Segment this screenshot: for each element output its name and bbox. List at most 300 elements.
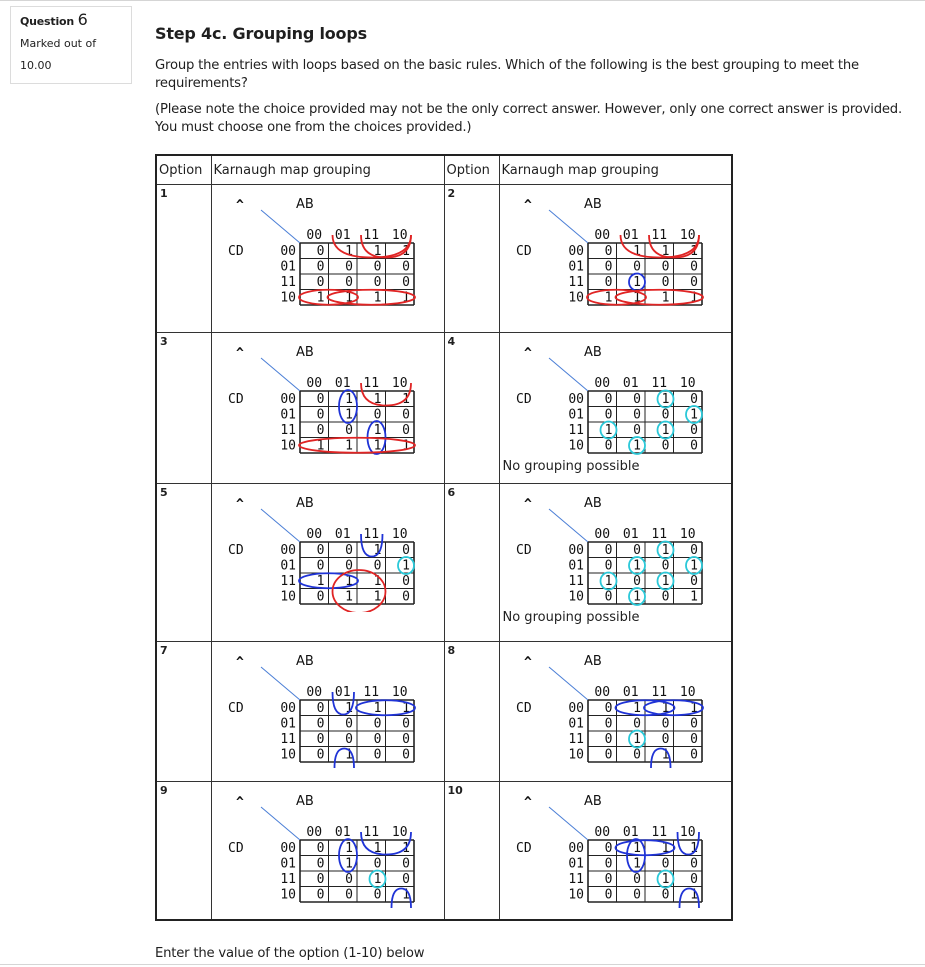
cell-value: 0	[632, 872, 641, 888]
cell-value: 0	[401, 731, 410, 747]
option-number: 9	[156, 782, 211, 920]
cd-label: CD	[515, 392, 532, 408]
cell-value: 0	[316, 244, 324, 260]
cell-value: 1	[632, 589, 641, 605]
kmap-diagram	[500, 782, 731, 910]
cell-value: 0	[344, 887, 353, 903]
cell-value: 1	[632, 275, 641, 291]
cell-value: 0	[689, 259, 698, 275]
column-header: 01	[622, 376, 639, 392]
row-header: 10	[279, 589, 296, 605]
cell-value: 1	[401, 700, 410, 716]
column-header: 00	[305, 376, 322, 392]
kmap-diagram	[500, 642, 731, 770]
cell-value: 0	[316, 716, 324, 732]
question-note: (Please note the choice provided may not be the only correct answer. However, only one correct answer is provided. You must choose one from the choices provided.)	[155, 102, 902, 135]
cell-value: 0	[316, 887, 324, 903]
cd-label: CD	[515, 700, 532, 716]
cell-value: 0	[689, 731, 698, 747]
cell-value: 1	[401, 887, 410, 903]
row-header: 00	[567, 700, 584, 716]
cell-value: 0	[401, 872, 410, 888]
cell-value: 0	[401, 856, 410, 872]
cell-value: 0	[604, 747, 612, 763]
cell-value: 1	[632, 438, 641, 454]
cell-value: 1	[632, 558, 641, 574]
caret-symbol: ^	[235, 346, 244, 362]
kmap-diagram	[500, 185, 731, 313]
row-header: 01	[279, 259, 296, 275]
diagonal-line	[549, 509, 588, 542]
cell-value: 1	[689, 244, 698, 260]
caret-symbol: ^	[523, 198, 532, 214]
top-rule	[0, 0, 925, 1]
cell-value: 0	[316, 392, 324, 408]
bottom-rule	[0, 964, 925, 965]
column-header: 11	[650, 228, 667, 244]
cell-value: 1	[373, 841, 381, 857]
cell-value: 1	[316, 438, 324, 454]
diagonal-line	[261, 807, 300, 840]
cell-value: 0	[373, 887, 381, 903]
cell-value: 1	[344, 244, 353, 260]
option-number: 8	[444, 641, 499, 781]
cell-value: 0	[661, 438, 669, 454]
cell-value: 1	[689, 290, 698, 306]
cell-value: 1	[401, 290, 410, 306]
cell-value: 0	[632, 407, 641, 423]
cell-value: 1	[604, 573, 612, 589]
cell-value: 0	[316, 856, 324, 872]
cell-value: 1	[632, 841, 641, 857]
cell-value: 1	[401, 841, 410, 857]
column-header: 01	[622, 526, 639, 542]
cell-value: 1	[661, 542, 669, 558]
cd-label: CD	[515, 542, 532, 558]
cell-value: 0	[661, 407, 669, 423]
cell-value: 0	[632, 423, 641, 439]
cell-value: 1	[344, 438, 353, 454]
diagonal-line	[549, 667, 588, 700]
cell-value: 1	[344, 573, 353, 589]
caret-symbol: ^	[523, 795, 532, 811]
cell-value: 1	[632, 700, 641, 716]
cell-value: 0	[344, 423, 353, 439]
cell-value: 0	[316, 731, 324, 747]
kmap-cell	[499, 185, 732, 333]
cell-value: 0	[316, 259, 324, 275]
kmap-cell	[211, 333, 444, 483]
caret-symbol: ^	[523, 654, 532, 670]
column-header: 10	[679, 376, 696, 392]
cell-value: 1	[373, 542, 381, 558]
cell-value: 0	[401, 407, 410, 423]
column-header: 00	[593, 526, 610, 542]
cell-value: 0	[661, 887, 669, 903]
column-header: 10	[679, 825, 696, 841]
cell-value: 0	[401, 275, 410, 291]
kmap-cell	[211, 782, 444, 920]
table-row	[156, 483, 732, 641]
kmap-diagram	[212, 782, 443, 910]
column-header: 00	[593, 376, 610, 392]
column-header: 00	[593, 228, 610, 244]
cell-value: 0	[604, 259, 612, 275]
table-row	[156, 641, 732, 781]
cell-value: 1	[373, 589, 381, 605]
question-label	[20, 10, 122, 29]
cell-value: 0	[604, 275, 612, 291]
column-header: 01	[334, 376, 351, 392]
cell-value: 0	[632, 542, 641, 558]
cell-value: 1	[604, 423, 612, 439]
column-header: 01	[622, 825, 639, 841]
cell-value: 0	[373, 731, 381, 747]
cell-value: 1	[632, 856, 641, 872]
cell-value: 0	[604, 558, 612, 574]
cell-value: 0	[316, 275, 324, 291]
row-header: 11	[567, 573, 584, 589]
column-header: 10	[391, 684, 408, 700]
cell-value: 0	[401, 716, 410, 732]
cell-value: 0	[373, 558, 381, 574]
option-number: 2	[444, 185, 499, 333]
caret-symbol: ^	[235, 198, 244, 214]
column-header: 11	[362, 228, 379, 244]
cell-value: 0	[661, 731, 669, 747]
cell-value: 0	[344, 275, 353, 291]
cell-value: 0	[344, 259, 353, 275]
cell-value: 0	[661, 558, 669, 574]
no-grouping-label: No grouping possible	[502, 459, 640, 475]
row-header: 10	[279, 438, 296, 454]
row-header: 10	[567, 887, 584, 903]
column-header: 11	[362, 684, 379, 700]
cell-value: 0	[689, 423, 698, 439]
cell-value: 1	[373, 392, 381, 408]
cell-value: 1	[344, 856, 353, 872]
column-header: 10	[391, 376, 408, 392]
row-header: 10	[567, 438, 584, 454]
cell-value: 0	[632, 887, 641, 903]
option-header: Option	[444, 155, 499, 185]
cell-value: 0	[689, 275, 698, 291]
column-header: 10	[679, 684, 696, 700]
cd-label: CD	[227, 841, 244, 857]
cell-value: 1	[689, 589, 698, 605]
cell-value: 0	[316, 700, 324, 716]
option-number: 1	[156, 185, 211, 333]
option-number: 7	[156, 641, 211, 781]
row-header: 01	[279, 558, 296, 574]
kmap-cell	[211, 185, 444, 333]
option-number: 6	[444, 483, 499, 641]
cd-label: CD	[515, 244, 532, 260]
row-header: 11	[567, 423, 584, 439]
cell-value: 0	[632, 747, 641, 763]
question-prompt: Group the entries with loops based on the basic rules. Which of the following is the best grouping to meet the requirements?	[155, 58, 859, 91]
cell-value: 0	[604, 589, 612, 605]
cell-value: 1	[689, 841, 698, 857]
cell-value: 1	[632, 731, 641, 747]
cell-value: 1	[316, 290, 324, 306]
cd-label: CD	[227, 392, 244, 408]
cell-value: 1	[661, 423, 669, 439]
caret-symbol: ^	[235, 795, 244, 811]
column-header: 00	[305, 228, 322, 244]
kmap-cell	[211, 641, 444, 781]
cell-value: 1	[344, 392, 353, 408]
row-header: 00	[279, 244, 296, 260]
cell-value: 1	[344, 841, 353, 857]
cell-value: 0	[604, 872, 612, 888]
cell-value: 1	[689, 887, 698, 903]
diagonal-line	[549, 807, 588, 840]
row-header: 01	[279, 856, 296, 872]
column-header: 01	[622, 684, 639, 700]
column-header: 11	[362, 825, 379, 841]
cell-value: 0	[316, 407, 324, 423]
question-content	[155, 20, 915, 145]
caret-symbol: ^	[235, 654, 244, 670]
row-header: 11	[567, 872, 584, 888]
cell-value: 0	[604, 731, 612, 747]
row-header: 01	[279, 407, 296, 423]
cell-value: 0	[316, 558, 324, 574]
row-header: 00	[279, 392, 296, 408]
cell-value: 1	[661, 392, 669, 408]
row-header: 00	[279, 542, 296, 558]
cell-value: 1	[373, 573, 381, 589]
column-header: 00	[593, 684, 610, 700]
ab-label: AB	[295, 197, 314, 213]
cell-value: 0	[604, 407, 612, 423]
column-header: 11	[362, 526, 379, 542]
cell-value: 0	[373, 747, 381, 763]
cell-value: 1	[373, 290, 381, 306]
column-header: 01	[334, 684, 351, 700]
cell-value: 1	[373, 438, 381, 454]
cell-value: 0	[689, 573, 698, 589]
cell-value: 0	[316, 841, 324, 857]
cell-value: 0	[401, 423, 410, 439]
step-title: Step 4c. Grouping loops	[155, 24, 367, 43]
cell-value: 1	[344, 589, 353, 605]
cell-value: 0	[344, 872, 353, 888]
cell-value: 0	[373, 259, 381, 275]
caret-symbol: ^	[523, 346, 532, 362]
cell-value: 1	[661, 747, 669, 763]
row-header: 11	[279, 275, 296, 291]
marked-out-of-label: Marked out of	[20, 37, 97, 50]
cell-value: 0	[604, 438, 612, 454]
column-header: 00	[305, 526, 322, 542]
cell-value: 1	[344, 407, 353, 423]
row-header: 10	[567, 747, 584, 763]
option-number: 3	[156, 333, 211, 483]
ab-label: AB	[295, 345, 314, 361]
cell-value: 0	[316, 589, 324, 605]
cell-value: 0	[689, 856, 698, 872]
cell-value: 1	[401, 392, 410, 408]
cell-value: 0	[604, 856, 612, 872]
max-marks: 10.00	[20, 59, 52, 72]
cell-value: 0	[373, 856, 381, 872]
cell-value: 0	[373, 407, 381, 423]
cell-value: 0	[661, 589, 669, 605]
cell-value: 0	[689, 716, 698, 732]
ab-label: AB	[583, 345, 602, 361]
map-header: Karnaugh map grouping	[211, 155, 444, 185]
row-header: 00	[567, 244, 584, 260]
cell-value: 1	[661, 290, 669, 306]
kmap-diagram	[212, 642, 443, 770]
cell-value: 1	[401, 244, 410, 260]
answer-prompt: Enter the value of the option (1-10) below	[155, 946, 425, 961]
row-header: 11	[279, 872, 296, 888]
row-header: 10	[567, 290, 584, 306]
cell-value: 0	[344, 542, 353, 558]
kmap-diagram	[212, 484, 443, 612]
cell-value: 0	[344, 731, 353, 747]
cell-value: 0	[661, 275, 669, 291]
cell-value: 1	[632, 244, 641, 260]
column-header: 10	[391, 825, 408, 841]
kmap-diagram	[212, 185, 443, 313]
column-header: 00	[593, 825, 610, 841]
table-header-row	[156, 155, 732, 185]
cell-value: 0	[604, 841, 612, 857]
ab-label: AB	[295, 653, 314, 669]
cd-label: CD	[227, 700, 244, 716]
kmap-cell	[499, 483, 732, 641]
cell-value: 0	[344, 716, 353, 732]
cell-value: 1	[661, 700, 669, 716]
row-header: 11	[279, 573, 296, 589]
cell-value: 0	[604, 700, 612, 716]
option-number: 4	[444, 333, 499, 483]
column-header: 11	[650, 825, 667, 841]
cell-value: 0	[401, 747, 410, 763]
row-header: 01	[567, 856, 584, 872]
kmap-cell	[499, 641, 732, 781]
cell-value: 1	[373, 423, 381, 439]
cell-value: 0	[373, 275, 381, 291]
cell-value: 1	[689, 700, 698, 716]
cell-value: 1	[373, 244, 381, 260]
caret-symbol: ^	[235, 496, 244, 512]
question-info-box	[10, 6, 132, 84]
column-header: 00	[305, 684, 322, 700]
kmap-diagram	[212, 333, 443, 461]
cell-value: 0	[316, 423, 324, 439]
kmap-cell	[499, 333, 732, 483]
cell-value: 1	[661, 573, 669, 589]
cell-value: 0	[604, 716, 612, 732]
cell-value: 1	[661, 872, 669, 888]
cell-value: 1	[689, 407, 698, 423]
column-header: 10	[679, 526, 696, 542]
row-header: 10	[279, 887, 296, 903]
kmap-cell	[499, 782, 732, 920]
ab-label: AB	[583, 794, 602, 810]
column-header: 10	[391, 526, 408, 542]
cell-value: 0	[689, 542, 698, 558]
kmap-diagram	[500, 484, 731, 612]
diagonal-line	[261, 509, 300, 542]
cell-value: 0	[689, 872, 698, 888]
table-row	[156, 185, 732, 333]
cell-value: 0	[316, 542, 324, 558]
cell-value: 0	[316, 872, 324, 888]
cell-value: 1	[604, 290, 612, 306]
ab-label: AB	[583, 197, 602, 213]
kmap-cell	[211, 483, 444, 641]
row-header: 00	[567, 392, 584, 408]
cell-value: 1	[344, 747, 353, 763]
cell-value: 0	[661, 259, 669, 275]
cell-value: 0	[632, 259, 641, 275]
column-header: 10	[679, 228, 696, 244]
ab-label: AB	[583, 495, 602, 511]
diagonal-line	[549, 358, 588, 391]
row-header: 00	[567, 841, 584, 857]
cell-value: 1	[344, 700, 353, 716]
cell-value: 1	[661, 244, 669, 260]
table-row	[156, 333, 732, 483]
diagonal-line	[549, 210, 588, 243]
cell-value: 0	[632, 392, 641, 408]
cell-value: 0	[661, 716, 669, 732]
diagonal-line	[261, 358, 300, 391]
option-header: Option	[156, 155, 211, 185]
column-header: 01	[334, 228, 351, 244]
row-header: 11	[279, 423, 296, 439]
question-number: 6	[77, 10, 88, 29]
cell-value: 0	[401, 573, 410, 589]
row-header: 10	[567, 589, 584, 605]
no-grouping-label: No grouping possible	[502, 609, 640, 625]
cell-value: 0	[604, 244, 612, 260]
row-header: 01	[279, 716, 296, 732]
cell-value: 0	[604, 887, 612, 903]
row-header: 01	[567, 558, 584, 574]
cell-value: 0	[344, 558, 353, 574]
cell-value: 0	[401, 589, 410, 605]
cell-value: 0	[689, 392, 698, 408]
table-row	[156, 782, 732, 920]
column-header: 01	[334, 526, 351, 542]
ab-label: AB	[295, 794, 314, 810]
row-header: 10	[279, 290, 296, 306]
row-header: 11	[567, 731, 584, 747]
kmap-diagram	[500, 333, 731, 461]
cell-value: 0	[604, 392, 612, 408]
column-header: 11	[650, 526, 667, 542]
cell-value: 1	[632, 290, 641, 306]
cell-value: 1	[689, 558, 698, 574]
cell-value: 0	[401, 259, 410, 275]
cell-value: 0	[316, 747, 324, 763]
cell-value: 1	[401, 438, 410, 454]
cell-value: 1	[373, 700, 381, 716]
cell-value: 1	[373, 872, 381, 888]
cell-value: 1	[401, 558, 410, 574]
option-number: 5	[156, 483, 211, 641]
cd-label: CD	[227, 244, 244, 260]
column-header: 01	[622, 228, 639, 244]
ab-label: AB	[583, 653, 602, 669]
